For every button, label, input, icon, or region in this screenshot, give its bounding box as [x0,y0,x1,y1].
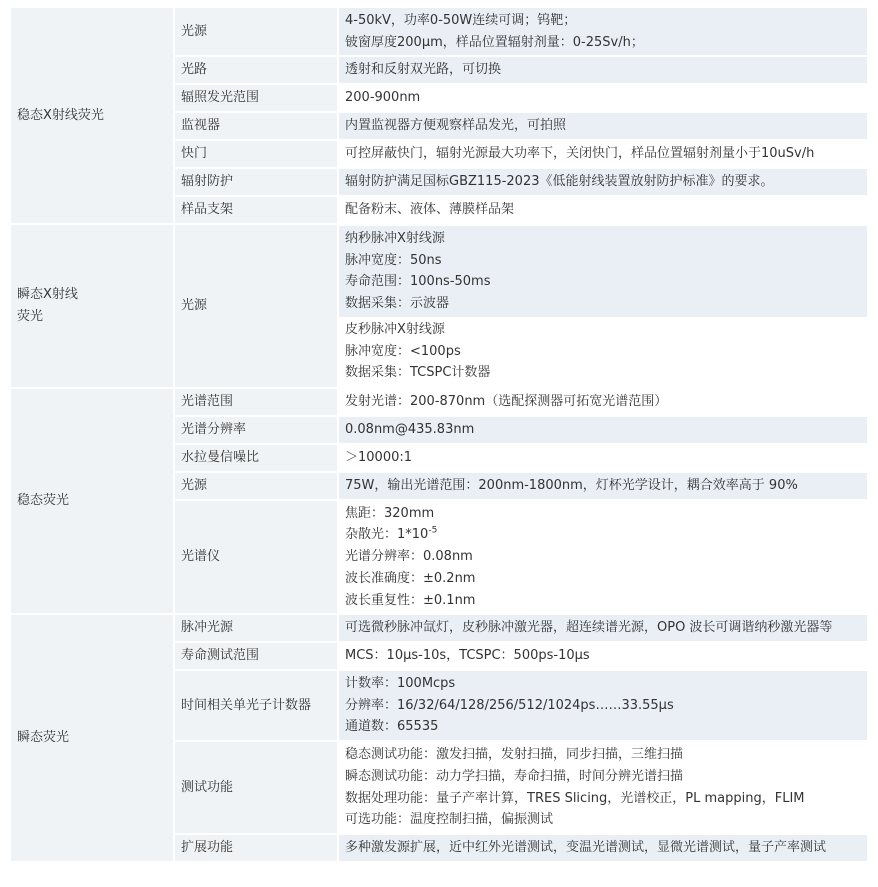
value-block [339,317,867,386]
value-line: ＞10000:1 [345,450,413,466]
param-value [339,141,867,169]
param-name: 快门 [175,141,339,169]
param-value [339,742,867,835]
spec-table [11,8,867,863]
param-value [339,501,867,615]
category-label: 稳态荧光 [17,493,70,509]
table-row [11,225,867,389]
value-line: 辐射防护满足国标GBZ115-2023《低能射线装置放射防护标准》的要求。 [345,174,774,190]
category-label: 瞬态荧光 [17,730,70,746]
value-line: 0.08nm@435.83nm [345,422,475,438]
value-line: 4-50kV，功率0-50W连续可调；钨靶； [345,12,577,28]
value-line: 分辨率：16/32/64/128/256/512/1024ps……33.55μs [345,697,674,713]
value-text: 杂散光：1*10 [345,527,429,543]
value-line: 多种激发源扩展，近中红外光谱测试，变温光谱测试，显微光谱测试，量子产率测试 [345,840,827,856]
table-row [11,8,867,57]
category-cell [11,615,175,863]
param-value [339,615,867,643]
param-value [339,417,867,445]
param-name: 光路 [175,57,339,85]
value-line: 数据采集：TCSPC计数器 [345,365,491,381]
value-line: 发射光谱：200-870nm（选配探测器可拓宽光谱范围） [345,394,668,410]
param-name: 样品支架 [175,197,339,225]
value-line: 波长准确度：±0.2nm [345,570,476,586]
category-cell [11,389,175,615]
category-label: 荧光 [17,309,44,324]
param-name: 脉冲光源 [175,615,339,643]
value-line: 配备粉末、液体、薄膜样品架 [345,202,515,218]
category-cell [11,225,175,389]
param-name: 光源 [175,225,339,389]
param-name: 光谱仪 [175,501,339,615]
value-line: 可选功能：温度控制扫描，偏振测试 [345,812,554,828]
param-name: 扩展功能 [175,835,339,863]
value-line: 内置监视器方便观察样品发光，可拍照 [345,118,567,134]
param-name: 光谱范围 [175,389,339,417]
value-line: 75W，输出光谱范围：200nm-1800nm，灯杯光学设计，耦合效率高于 90% [345,478,798,494]
value-line: 皮秒脉冲X射线源 [345,321,445,337]
value-block [339,226,867,317]
param-value [339,671,867,742]
param-value [339,473,867,501]
value-line: 铍窗厚度200μm，样品位置辐射剂量：0-25Sv/h； [345,34,644,50]
value-line: 光谱分辨率：0.08nm [345,549,473,565]
param-value [339,8,867,57]
param-name: 辐射防护 [175,169,339,197]
param-value [339,57,867,85]
param-value [339,85,867,113]
value-line: 可选微秒脉冲氙灯，皮秒脉冲激光器，超连续谱光源，OPO 波长可调谐纳秒激光器等 [345,620,833,636]
value-line: 数据采集：示波器 [345,296,450,312]
value-line: MCS：10μs-10s，TCSPC：500ps-10μs [345,648,590,664]
param-name: 光源 [175,8,339,57]
param-name: 测试功能 [175,742,339,835]
param-value [339,643,867,671]
param-name: 寿命测试范围 [175,643,339,671]
table-row [11,615,867,643]
param-value [339,445,867,473]
value-line: 瞬态测试功能：动力学扫描，寿命扫描，时间分辨光谱扫描 [345,768,684,784]
category-label: 稳态X射线荧光 [17,107,104,123]
value-line: 计数率：100Mcps [345,675,456,691]
value-line: 脉冲宽度：50ns [345,252,442,268]
value-line: 脉冲宽度：<100ps [345,343,461,359]
param-name: 光谱分辨率 [175,417,339,445]
param-name: 时间相关单光子计数器 [175,671,339,742]
param-name: 监视器 [175,113,339,141]
value-line: 可控屏蔽快门，辐射光源最大功率下，关闭快门，样品位置辐射剂量小于10uSv/h [345,146,815,162]
category-label: 瞬态X射线 [17,287,78,303]
param-value [339,169,867,197]
value-line: 稳态测试功能：激发扫描，发射扫描，同步扫描，三维扫描 [345,747,684,763]
param-name: 水拉曼信噪比 [175,445,339,473]
category-cell [11,8,175,225]
param-value [339,197,867,225]
value-line: 波长重复性：±0.1nm [345,592,476,608]
value-line: 焦距：320mm [345,505,435,521]
param-name: 光源 [175,473,339,501]
param-value [339,389,867,417]
exponent: -5 [428,526,438,537]
param-name: 辐照发光范围 [175,85,339,113]
value-line: 纳秒脉冲X射线源 [345,231,445,247]
param-value [339,113,867,141]
value-line: 寿命范围：100ns-50ms [345,274,491,290]
value-line: 数据处理功能：量子产率计算，TRES Slicing，光谱校正，PL mapping，FLIM [345,790,805,806]
value-line [345,524,861,546]
param-value [339,835,867,863]
value-line: 200-900nm [345,90,421,106]
value-line: 透射和反射双光路，可切换 [345,62,502,78]
value-line: 通道数：65535 [345,719,439,735]
table-row [11,389,867,417]
param-value [339,225,867,389]
